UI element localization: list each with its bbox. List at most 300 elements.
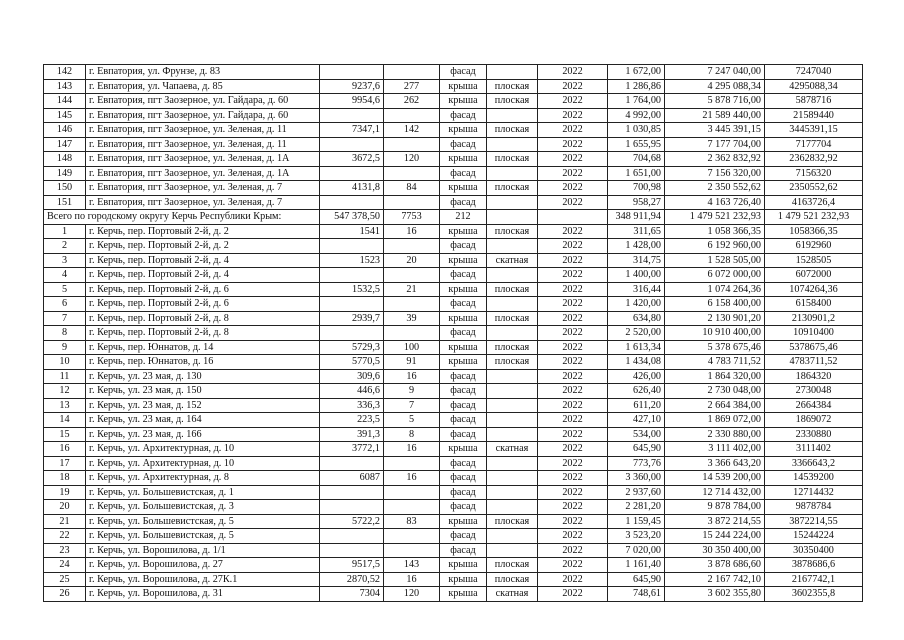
table-cell: 5722,2 — [320, 514, 384, 529]
table-cell — [487, 239, 538, 254]
table-cell: 22 — [44, 529, 86, 544]
table-cell: г. Керчь, пер. Портовый 2-й, д. 4 — [86, 253, 320, 268]
table-cell: крыша — [440, 442, 487, 457]
table-cell: плоская — [487, 311, 538, 326]
table-cell — [487, 427, 538, 442]
table-cell: г. Евпатория, пгт Заозерное, ул. Зеленая, д. 1А — [86, 166, 320, 181]
table-cell: 3872214,55 — [765, 514, 863, 529]
table-cell: 2870,52 — [320, 572, 384, 587]
total-row-group — [44, 210, 863, 225]
table-cell: фасад — [440, 195, 487, 210]
table-cell: 4295088,34 — [765, 79, 863, 94]
table-cell: 2022 — [538, 427, 608, 442]
table-cell: 2022 — [538, 384, 608, 399]
table-cell: 144 — [44, 94, 86, 109]
table-cell: 2022 — [538, 369, 608, 384]
table-cell: 2939,7 — [320, 311, 384, 326]
table-cell — [487, 326, 538, 341]
total-row — [44, 210, 863, 225]
table-cell: 3 366 643,20 — [665, 456, 765, 471]
table-cell: 7 177 704,00 — [665, 137, 765, 152]
table-cell: 151 — [44, 195, 86, 210]
table-cell: 2022 — [538, 224, 608, 239]
table-cell: г. Керчь, ул. 23 мая, д. 164 — [86, 413, 320, 428]
table-cell: 748,61 — [608, 587, 665, 602]
table-cell: г. Керчь, ул. Ворошилова, д. 31 — [86, 587, 320, 602]
rows-after-group — [44, 224, 863, 601]
table-cell: г. Керчь, ул. 23 мая, д. 130 — [86, 369, 320, 384]
table-cell: 958,27 — [608, 195, 665, 210]
table-cell: плоская — [487, 558, 538, 573]
table-cell: г. Евпатория, пгт Заозерное, ул. Зеленая, д. 7 — [86, 181, 320, 196]
table-row — [44, 79, 863, 94]
table-cell: 21 — [384, 282, 440, 297]
table-row — [44, 543, 863, 558]
table-cell — [384, 195, 440, 210]
table-cell: 4 — [44, 268, 86, 283]
table-cell: г. Керчь, пер. Портовый 2-й, д. 2 — [86, 224, 320, 239]
table-row — [44, 413, 863, 428]
table-cell — [320, 137, 384, 152]
table-cell: 26 — [44, 587, 86, 602]
table-cell — [384, 543, 440, 558]
table-cell: 1 286,86 — [608, 79, 665, 94]
table-cell: 12 714 432,00 — [665, 485, 765, 500]
table-cell: 120 — [384, 152, 440, 167]
table-cell: 15 — [44, 427, 86, 442]
table-cell: 3602355,8 — [765, 587, 863, 602]
table-cell: 4 992,00 — [608, 108, 665, 123]
table-cell: фасад — [440, 398, 487, 413]
table-cell: 645,90 — [608, 442, 665, 457]
table-cell — [487, 369, 538, 384]
table-cell: крыша — [440, 340, 487, 355]
total-sum: 1 479 521 232,93 — [665, 210, 765, 225]
table-cell: 20 — [384, 253, 440, 268]
table-cell: 262 — [384, 94, 440, 109]
table-cell: 25 — [44, 572, 86, 587]
table-cell: крыша — [440, 123, 487, 138]
table-cell — [487, 413, 538, 428]
table-cell: 773,76 — [608, 456, 665, 471]
table-cell: фасад — [440, 384, 487, 399]
table-row — [44, 239, 863, 254]
total-residents: 7753 — [384, 210, 440, 225]
table-cell: скатная — [487, 253, 538, 268]
table-cell: г. Керчь, ул. Ворошилова, д. 1/1 — [86, 543, 320, 558]
table-cell: 39 — [384, 311, 440, 326]
table-cell: 1 869 072,00 — [665, 413, 765, 428]
table-cell: 2167742,1 — [765, 572, 863, 587]
table-cell: 11 — [44, 369, 86, 384]
table-cell: 100 — [384, 340, 440, 355]
table-cell — [384, 456, 440, 471]
table-cell: плоская — [487, 282, 538, 297]
table-cell: фасад — [440, 456, 487, 471]
table-cell: 5729,3 — [320, 340, 384, 355]
table-cell: 2022 — [538, 195, 608, 210]
table-cell: 1 764,00 — [608, 94, 665, 109]
table-cell: 7 156 320,00 — [665, 166, 765, 181]
table-cell: крыша — [440, 355, 487, 370]
table-cell: 16 — [384, 369, 440, 384]
table-cell: 6 158 400,00 — [665, 297, 765, 312]
table-cell: 9 878 784,00 — [665, 500, 765, 515]
table-cell: 3 872 214,55 — [665, 514, 765, 529]
table-cell: 16 — [384, 572, 440, 587]
table-cell: плоская — [487, 181, 538, 196]
table-cell: фасад — [440, 268, 487, 283]
table-cell: фасад — [440, 297, 487, 312]
table-cell: 142 — [44, 65, 86, 80]
table-cell: 8 — [44, 326, 86, 341]
table-cell: г. Керчь, ул. 23 мая, д. 166 — [86, 427, 320, 442]
table-cell — [320, 239, 384, 254]
table-cell: крыша — [440, 587, 487, 602]
table-cell: 14 — [44, 413, 86, 428]
table-row — [44, 384, 863, 399]
table-cell: 5 — [44, 282, 86, 297]
table-cell: г. Керчь, ул. 23 мая, д. 152 — [86, 398, 320, 413]
table-cell — [487, 108, 538, 123]
table-cell: 83 — [384, 514, 440, 529]
table-cell — [487, 195, 538, 210]
table-cell: 4 163 726,40 — [665, 195, 765, 210]
table-row — [44, 195, 863, 210]
table-cell — [320, 529, 384, 544]
table-cell: 1523 — [320, 253, 384, 268]
table-cell: 16 — [384, 442, 440, 457]
table-row — [44, 326, 863, 341]
table-cell: 2 281,20 — [608, 500, 665, 515]
table-cell: фасад — [440, 239, 487, 254]
table-cell: 2 730 048,00 — [665, 384, 765, 399]
table-cell: 2022 — [538, 311, 608, 326]
table-cell: 1 528 505,00 — [665, 253, 765, 268]
table-cell — [384, 326, 440, 341]
table-cell — [487, 268, 538, 283]
table-cell: 2 664 384,00 — [665, 398, 765, 413]
table-cell: 311,65 — [608, 224, 665, 239]
table-cell: 2022 — [538, 587, 608, 602]
table-cell: 446,6 — [320, 384, 384, 399]
table-row — [44, 224, 863, 239]
table-cell: 2 130 901,20 — [665, 311, 765, 326]
table-row — [44, 94, 863, 109]
table-cell: фасад — [440, 471, 487, 486]
table-cell: плоская — [487, 123, 538, 138]
table-cell: 24 — [44, 558, 86, 573]
table-cell: фасад — [440, 485, 487, 500]
table-cell: 2350552,62 — [765, 181, 863, 196]
table-cell — [320, 268, 384, 283]
table-cell: 6 072 000,00 — [665, 268, 765, 283]
table-cell — [487, 384, 538, 399]
table-cell: 30350400 — [765, 543, 863, 558]
table-cell — [320, 500, 384, 515]
table-cell: фасад — [440, 137, 487, 152]
table-cell: 12 — [44, 384, 86, 399]
table-cell: крыша — [440, 181, 487, 196]
table-cell: 13 — [44, 398, 86, 413]
table-cell: 314,75 — [608, 253, 665, 268]
table-cell — [384, 65, 440, 80]
table-row — [44, 123, 863, 138]
table-cell: фасад — [440, 427, 487, 442]
table-cell: фасад — [440, 108, 487, 123]
table-row — [44, 500, 863, 515]
table-cell: 2730048 — [765, 384, 863, 399]
table-cell: г. Евпатория, пгт Заозерное, ул. Зеленая, д. 7 — [86, 195, 320, 210]
table-cell: 3111402 — [765, 442, 863, 457]
table-cell: крыша — [440, 79, 487, 94]
table-cell: крыша — [440, 282, 487, 297]
table-cell: 309,6 — [320, 369, 384, 384]
table-row — [44, 268, 863, 283]
table-cell — [487, 398, 538, 413]
table-cell: фасад — [440, 65, 487, 80]
table-cell: 3445391,15 — [765, 123, 863, 138]
table-cell: 2022 — [538, 297, 608, 312]
table-cell: 1058366,35 — [765, 224, 863, 239]
table-row — [44, 572, 863, 587]
table-cell: крыша — [440, 514, 487, 529]
table-cell — [320, 195, 384, 210]
table-cell: 2022 — [538, 413, 608, 428]
table-cell: г. Керчь, пер. Портовый 2-й, д. 8 — [86, 311, 320, 326]
table-cell — [320, 108, 384, 123]
table-cell: г. Евпатория, пгт Заозерное, ул. Гайдара, д. 60 — [86, 108, 320, 123]
table-row — [44, 471, 863, 486]
table-cell: 7 247 040,00 — [665, 65, 765, 80]
table-cell: г. Керчь, ул. Большевистская, д. 5 — [86, 529, 320, 544]
table-cell: 4 783 711,52 — [665, 355, 765, 370]
table-cell — [487, 166, 538, 181]
table-cell: 1 — [44, 224, 86, 239]
table-cell: 2022 — [538, 181, 608, 196]
table-cell: фасад — [440, 500, 487, 515]
table-cell — [487, 456, 538, 471]
table-cell: 1541 — [320, 224, 384, 239]
table-cell: 2022 — [538, 500, 608, 515]
table-row — [44, 253, 863, 268]
table-cell: 2022 — [538, 442, 608, 457]
table-cell: г. Керчь, ул. Ворошилова, д. 27К.1 — [86, 572, 320, 587]
table-row — [44, 456, 863, 471]
table-cell: 2022 — [538, 572, 608, 587]
table-cell: плоская — [487, 340, 538, 355]
table-cell: 146 — [44, 123, 86, 138]
table-cell: 3 878 686,60 — [665, 558, 765, 573]
table-cell: 7177704 — [765, 137, 863, 152]
table-cell: 2 937,60 — [608, 485, 665, 500]
table-cell: 2022 — [538, 340, 608, 355]
table-cell: 2022 — [538, 282, 608, 297]
table-cell: 2022 — [538, 253, 608, 268]
table-cell: 316,44 — [608, 282, 665, 297]
table-cell: 7 — [384, 398, 440, 413]
table-cell: 2022 — [538, 166, 608, 181]
table-cell: 10910400 — [765, 326, 863, 341]
table-cell: 149 — [44, 166, 86, 181]
table-cell: 2130901,2 — [765, 311, 863, 326]
total-count: 212 — [440, 210, 487, 225]
table-cell: фасад — [440, 543, 487, 558]
table-cell: г. Керчь, пер. Юннатов, д. 14 — [86, 340, 320, 355]
table-cell: 145 — [44, 108, 86, 123]
table-cell: 5770,5 — [320, 355, 384, 370]
table-cell: крыша — [440, 311, 487, 326]
table-cell: 7 — [44, 311, 86, 326]
table-cell: плоская — [487, 152, 538, 167]
table-cell — [487, 529, 538, 544]
table-row — [44, 311, 863, 326]
table-cell — [487, 65, 538, 80]
table-cell — [384, 268, 440, 283]
table-cell: 4 295 088,34 — [665, 79, 765, 94]
table-cell: 2022 — [538, 108, 608, 123]
table-cell: 3366643,2 — [765, 456, 863, 471]
table-cell: 277 — [384, 79, 440, 94]
table-cell: 1864320 — [765, 369, 863, 384]
table-cell: 7347,1 — [320, 123, 384, 138]
table-cell: 1 074 264,36 — [665, 282, 765, 297]
table-cell: 2 — [44, 239, 86, 254]
table-row — [44, 514, 863, 529]
table-cell: 2022 — [538, 471, 608, 486]
table-cell: 19 — [44, 485, 86, 500]
table-cell: г. Керчь, ул. Архитектурная, д. 10 — [86, 456, 320, 471]
table-cell: 4163726,4 — [765, 195, 863, 210]
table-cell: 147 — [44, 137, 86, 152]
table-cell: 1 672,00 — [608, 65, 665, 80]
table-cell: фасад — [440, 166, 487, 181]
table-cell — [384, 485, 440, 500]
table-cell: 645,90 — [608, 572, 665, 587]
table-cell — [487, 297, 538, 312]
table-cell: 1869072 — [765, 413, 863, 428]
table-cell: 4783711,52 — [765, 355, 863, 370]
table-cell: г. Керчь, пер. Юннатов, д. 16 — [86, 355, 320, 370]
table-cell: 634,80 — [608, 311, 665, 326]
table-cell: 21 589 440,00 — [665, 108, 765, 123]
table-cell: 1 655,95 — [608, 137, 665, 152]
table-cell: 2 167 742,10 — [665, 572, 765, 587]
table-cell: 20 — [44, 500, 86, 515]
total-qty: 348 911,94 — [608, 210, 665, 225]
table-row — [44, 282, 863, 297]
table-cell: 6072000 — [765, 268, 863, 283]
table-cell: 16 — [44, 442, 86, 457]
table-cell: 91 — [384, 355, 440, 370]
table-cell: 3 — [44, 253, 86, 268]
repair-register-table — [43, 64, 863, 602]
table-cell: 15 244 224,00 — [665, 529, 765, 544]
table-cell — [384, 108, 440, 123]
table-cell: г. Евпатория, пгт Заозерное, ул. Зеленая, д. 11 — [86, 123, 320, 138]
table-cell: г. Керчь, ул. 23 мая, д. 150 — [86, 384, 320, 399]
table-cell — [320, 297, 384, 312]
table-cell: г. Керчь, ул. Большевистская, д. 5 — [86, 514, 320, 529]
table-cell: 7247040 — [765, 65, 863, 80]
table-cell: крыша — [440, 152, 487, 167]
table-cell: 700,98 — [608, 181, 665, 196]
table-cell: 1 613,34 — [608, 340, 665, 355]
table-cell: 2022 — [538, 456, 608, 471]
table-row — [44, 355, 863, 370]
table-cell: 626,40 — [608, 384, 665, 399]
table-cell: 2022 — [538, 94, 608, 109]
table-cell: фасад — [440, 326, 487, 341]
table-cell: 427,10 — [608, 413, 665, 428]
table-row — [44, 65, 863, 80]
table-cell: 1 159,45 — [608, 514, 665, 529]
table-cell: 15244224 — [765, 529, 863, 544]
table-cell: г. Евпатория, пгт Заозерное, ул. Гайдара, д. 60 — [86, 94, 320, 109]
table-row — [44, 485, 863, 500]
table-cell: г. Керчь, пер. Портовый 2-й, д. 2 — [86, 239, 320, 254]
table-cell: 2022 — [538, 558, 608, 573]
table-cell: крыша — [440, 253, 487, 268]
table-cell: крыша — [440, 224, 487, 239]
table-cell — [320, 543, 384, 558]
table-row — [44, 529, 863, 544]
table-cell: фасад — [440, 529, 487, 544]
table-cell: 3772,1 — [320, 442, 384, 457]
table-cell — [487, 485, 538, 500]
table-row — [44, 137, 863, 152]
table-cell: 1532,5 — [320, 282, 384, 297]
table-cell: 1 428,00 — [608, 239, 665, 254]
table-cell: 30 350 400,00 — [665, 543, 765, 558]
table-cell: крыша — [440, 572, 487, 587]
table-cell: 5 378 675,46 — [665, 340, 765, 355]
table-cell: 1 161,40 — [608, 558, 665, 573]
table-cell: 148 — [44, 152, 86, 167]
table-cell: крыша — [440, 94, 487, 109]
table-cell: 6087 — [320, 471, 384, 486]
table-cell — [384, 239, 440, 254]
table-cell: 426,00 — [608, 369, 665, 384]
table-cell: 1 651,00 — [608, 166, 665, 181]
table-cell: 6 — [44, 297, 86, 312]
table-cell: плоская — [487, 79, 538, 94]
table-cell: 223,5 — [320, 413, 384, 428]
table-cell — [487, 137, 538, 152]
total-area: 547 378,50 — [320, 210, 384, 225]
table-cell: 611,20 — [608, 398, 665, 413]
table-cell: 9878784 — [765, 500, 863, 515]
table-cell: 16 — [384, 471, 440, 486]
table-cell: 2022 — [538, 137, 608, 152]
table-cell: 1 058 366,35 — [665, 224, 765, 239]
rows-before-group — [44, 65, 863, 210]
table-cell: 5 878 716,00 — [665, 94, 765, 109]
table-row — [44, 181, 863, 196]
table-cell: г. Керчь, пер. Портовый 2-й, д. 6 — [86, 282, 320, 297]
table-row — [44, 398, 863, 413]
table-cell: 9 — [44, 340, 86, 355]
table-cell: 1 400,00 — [608, 268, 665, 283]
table-cell: фасад — [440, 413, 487, 428]
table-row — [44, 558, 863, 573]
table-row — [44, 427, 863, 442]
table-cell: 8 — [384, 427, 440, 442]
table-cell: 150 — [44, 181, 86, 196]
table-cell: 2022 — [538, 123, 608, 138]
table-cell: 16 — [384, 224, 440, 239]
table-cell: 1 030,85 — [608, 123, 665, 138]
